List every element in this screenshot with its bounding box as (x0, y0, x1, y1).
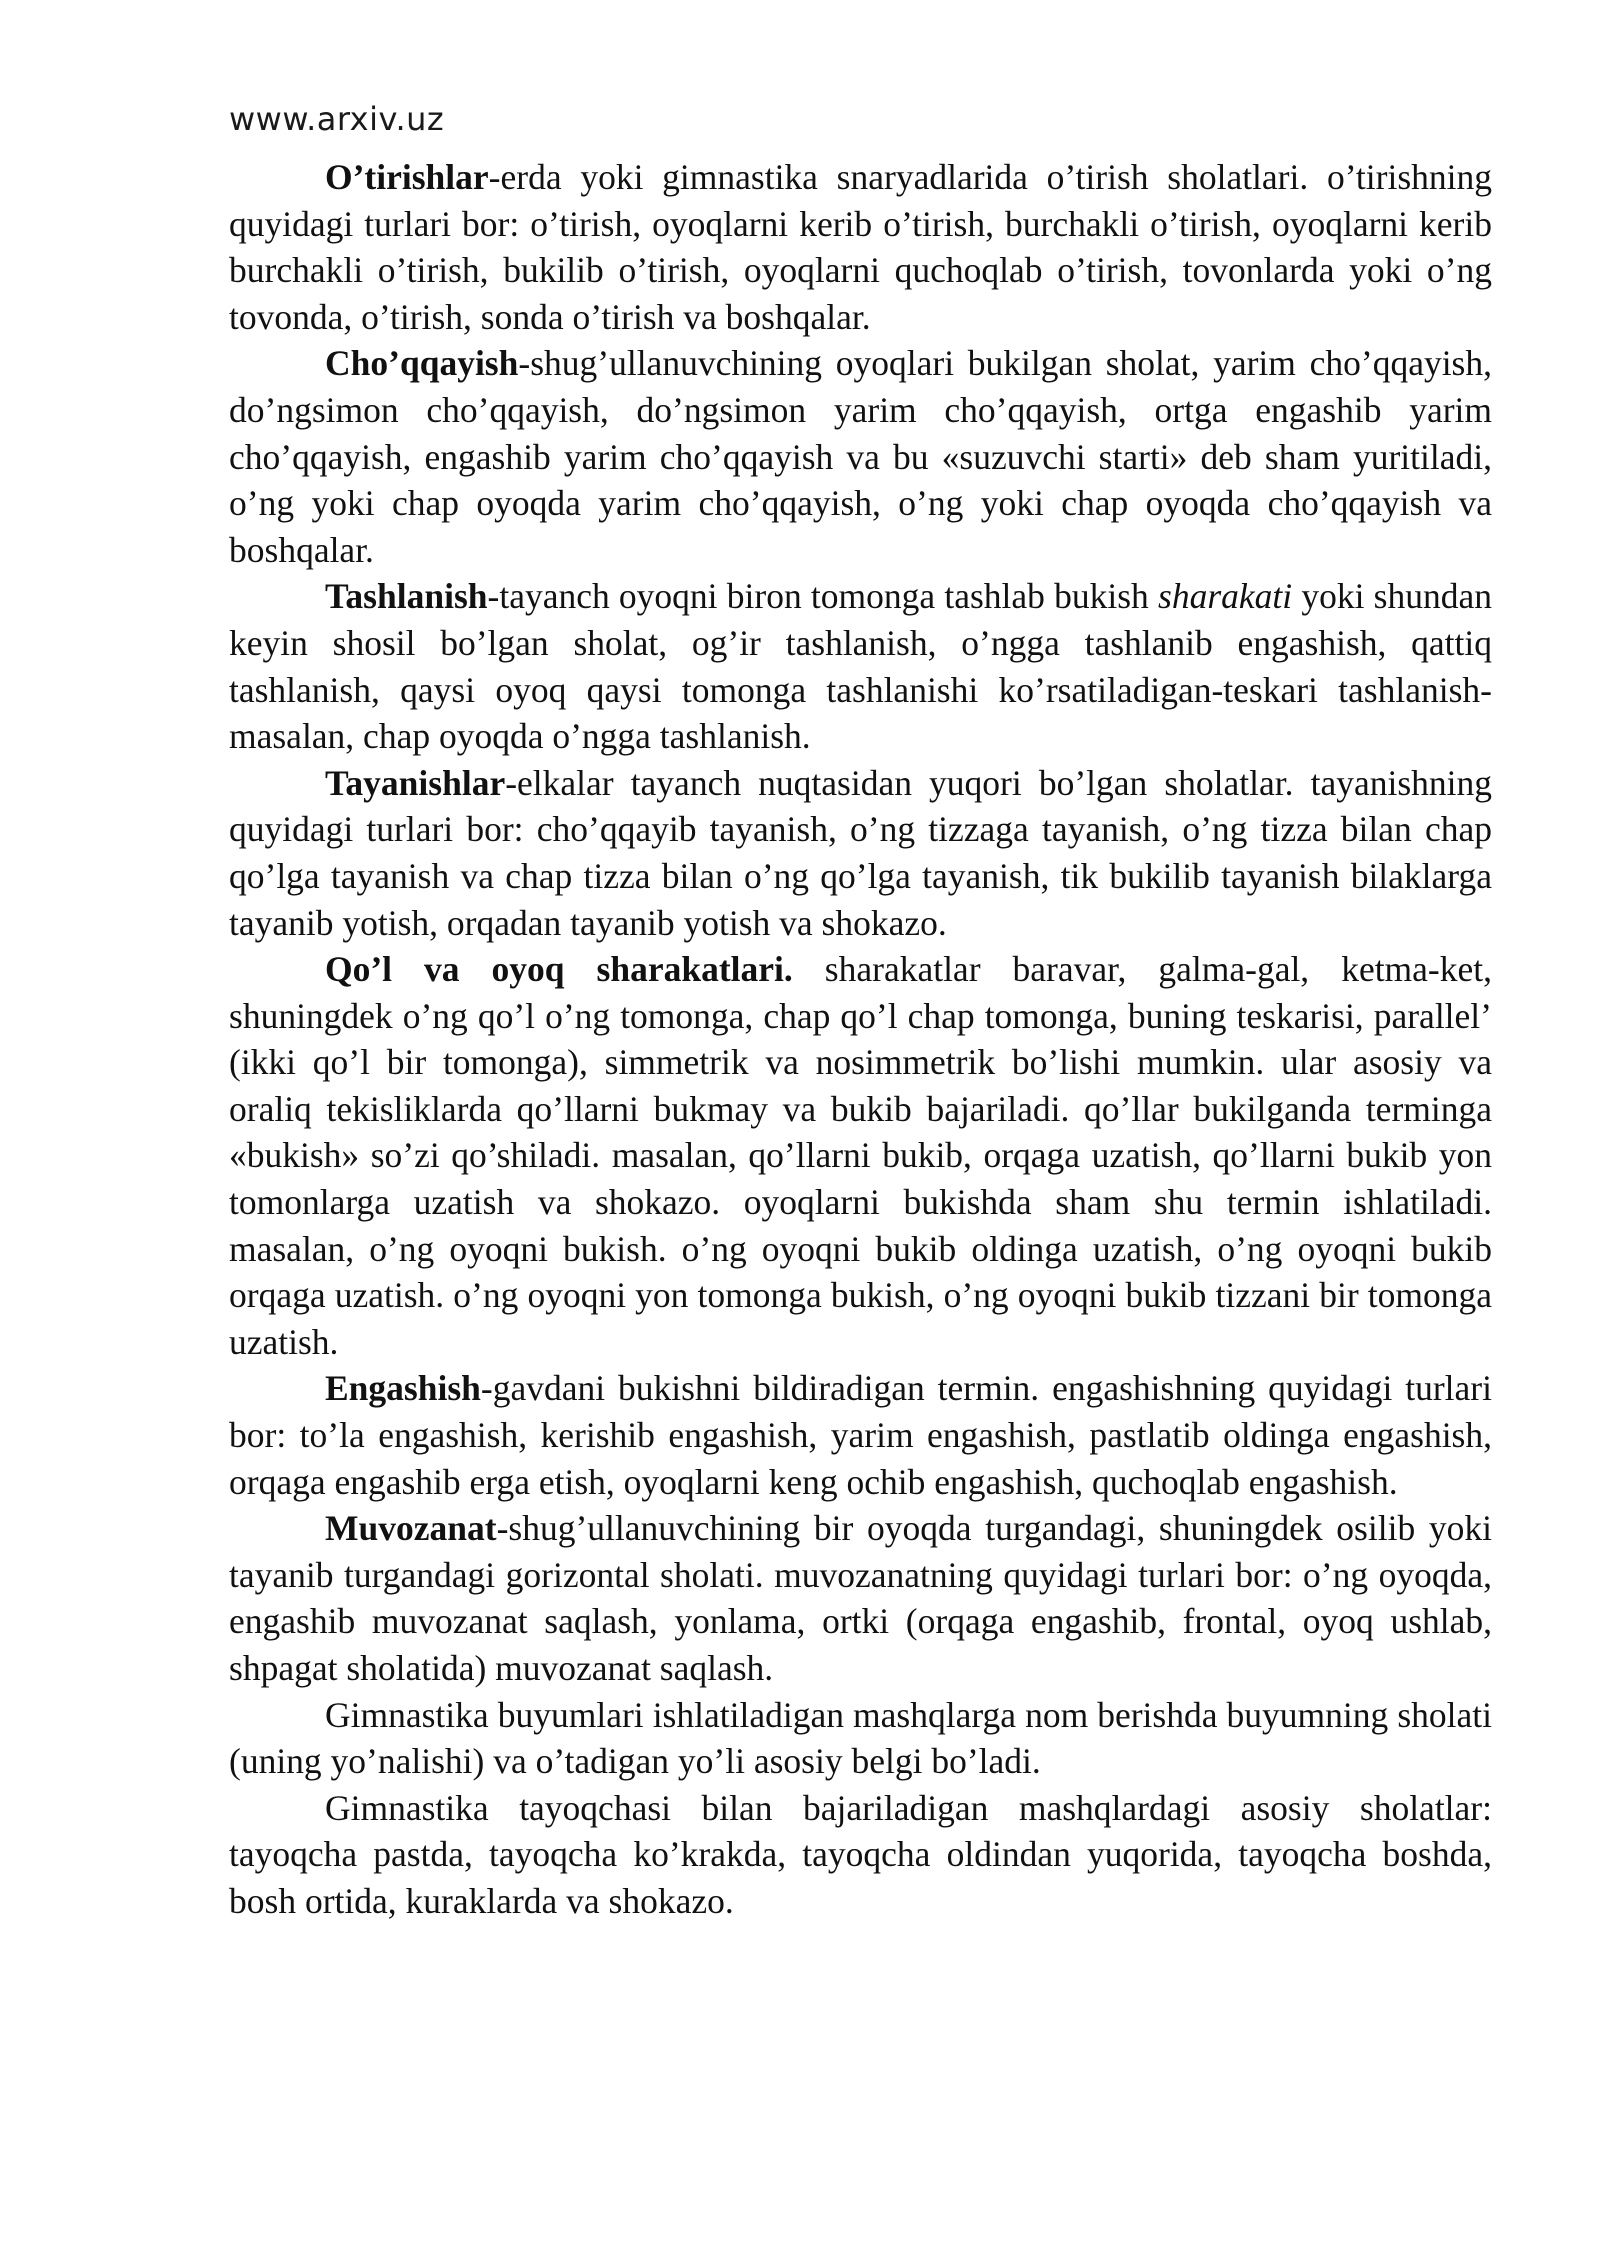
term-tashlanish: Tashlanish (325, 576, 488, 617)
paragraph-tashlanish (229, 573, 1492, 759)
paragraph-text: -shug’ullanuvchining bir oyoqda turgandagi, shuningdek osilib yoki tayanib turgandagi gorizontal sholati. muvozanatning quyidagi turlari bor: o’ng oyoqda, engashib muvozanat saqlash, yonlama, ortki (orqaga engashib, frontal, oyoq ushlab, shpagat sholatida) muvozanat saqlash. (229, 1508, 1492, 1688)
paragraph-text: Gimnastika buyumlari ishlatiladigan mashqlarga nom berishda buyumning sholati (uning yo’nalishi) va o’tadigan yo’li asosiy belgi bo’ladi. (229, 1694, 1492, 1782)
paragraph-text: -gavdani bukishni bildiradigan termin. engashishning quyidagi turlari bor: to’la engashish, kerishib engashish, yarim engashish, pastlatib oldinga engashish, orqaga engashib erga etish, oyoqlarni keng ochib engashish, quchoqlab engashish. (229, 1368, 1492, 1502)
emphasis-word: sharakati (1158, 576, 1293, 617)
term-qol-va-oyoq: Qo’l va oyoq sharakatlari. (325, 949, 793, 990)
term-muvozanat: Muvozanat (325, 1508, 497, 1549)
term-otirishlar: O’tirishlar (325, 157, 489, 197)
term-tayanishlar: Tayanishlar (325, 762, 506, 803)
paragraph-tayanishlar (229, 760, 1492, 946)
term-choqqayish: Cho’qqayish (325, 343, 519, 384)
paragraph-text: yoki shundan keyin shosil bo’lgan sholat, og’ir tashlanish, o’ngga tashlanib engashish, qattiq tashlanish, qaysi oyoq qaysi tomonga tashlanishi ko’rsatiladigan-teskari tashlanish-masalan, chap oyoqda o’ngga tashlanish. (229, 576, 1493, 757)
paragraph-text: Gimnastika tayoqchasi bilan bajariladigan mashqlardagi asosiy sholatlar: tayoqcha pastda, tayoqcha ko’krakda, tayoqcha oldindan yuqorida, tayoqcha boshda, bosh ortida, kuraklarda va shokazo. (229, 1787, 1492, 1921)
paragraph-muvozanat (229, 1505, 1492, 1691)
term-engashish: Engashish (325, 1368, 481, 1409)
paragraph-otirishlar (229, 154, 1492, 340)
document-body (229, 154, 1492, 1925)
paragraph-text: sharakatlar baravar, galma-gal, ketma-ket, shuningdek o’ng qo’l o’ng tomonga, chap qo’l chap tomonga, buning teskarisi, parallel’ (ikki qo’l bir tomonga), simmetrik va nosimmetrik bo’lishi mumkin. ular asosiy va oraliq tekisliklarda qo’llarni bukmay va bukib bajariladi. qo’llar bukilganda terminga «bukish» so’zi qo’shiladi. masalan, qo’llarni bukib, orqaga uzatish, qo’llarni bukib yon tomonlarga uzatish va shokazo. oyoqlarni bukishda sham shu termin ishlatiladi. masalan, o’ng oyoqni bukish. o’ng oyoqni bukib oldinga uzatish, o’ng oyoqni bukib orqaga uzatish. o’ng oyoqni yon tomonga bukish, o’ng oyoqni bukib tizzani bir tomonga uzatish. (229, 949, 1492, 1362)
paragraph-text: -elkalar tayanch nuqtasidan yuqori bo’lgan sholatlar. tayanishning quyidagi turlari bor: cho’qqayib tayanish, o’ng tizzaga tayanish, o’ng tizza bilan chap qo’lga tayanish va chap tizza bilan o’ng qo’lga tayanish, tik bukilib tayanish bilaklarga tayanib yotish, orqadan tayanib yotish va shokazo. (229, 762, 1492, 943)
paragraph-gimnastika-tayoqchasi (229, 1785, 1492, 1925)
paragraph-text: -shug’ullanuvchining oyoqlari bukilgan sholat, yarim cho’qqayish, do’ngsimon cho’qqayish, do’ngsimon yarim cho’qqayish, ortga engashib yarim cho’qqayish, engashib yarim cho’qqayish va bu «suzuvchi starti» deb sham yuritiladi, o’ng yoki chap oyoqda yarim cho’qqayish, o’ng yoki chap oyoqda cho’qqayish va boshqalar. (229, 343, 1492, 570)
site-header: www.arxiv.uz (229, 100, 445, 138)
paragraph-engashish (229, 1365, 1492, 1505)
paragraph-text: -tayanch oyoqni biron tomonga tashlab bukish (487, 576, 1159, 617)
paragraph-gimnastika-buyumlari (229, 1692, 1492, 1785)
paragraph-choqqayish (229, 340, 1492, 573)
paragraph-qol-va-oyoq (229, 946, 1492, 1365)
paragraph-text: -erda yoki gimnastika snaryadlarida o’tirish sholatlari. o’tirishning quyidagi turlari bor: o’tirish, oyoqlarni kerib o’tirish, burchakli o’tirish, oyoqlarni kerib burchakli o’tirish, bukilib o’tirish, oyoqlarni quchoqlab o’tirish, tovonlarda yoki o’ng tovonda, o’tirish, sonda o’tirish va boshqalar. (229, 157, 1492, 337)
